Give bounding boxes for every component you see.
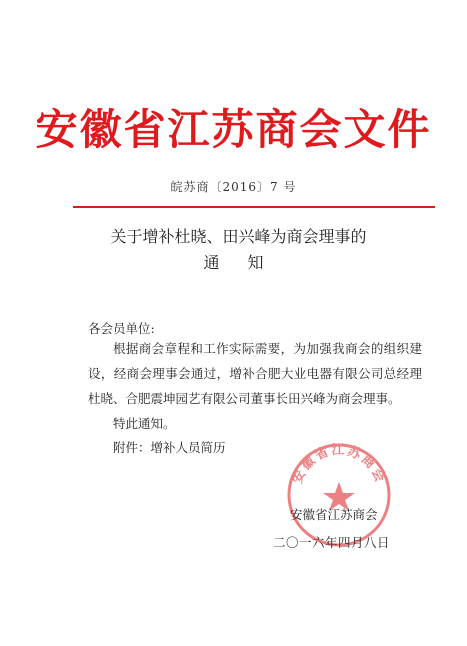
- closing-line: 特此通知。: [113, 416, 176, 431]
- body-paragraph: 根据商会章程和工作实际需要，为加强我商会的组织建设，经商会理事会通过，增补合肥大业电器有限公司总经理杜晓、合肥震坤园艺有限公司董事长田兴峰为商会理事。: [88, 341, 422, 406]
- seal-text: 安徽省江苏商会: [290, 443, 388, 487]
- document-number: 皖苏商〔2016〕7 号: [170, 180, 297, 194]
- signature-organization: 安徽省江苏商会: [290, 507, 378, 522]
- notice-title-line1: 关于增补杜晓、田兴峰为商会理事的: [110, 227, 367, 246]
- notice-title-line2: 通知: [203, 253, 292, 272]
- attachment-line: 附件：增补人员简历: [113, 440, 226, 455]
- notice-title: [0, 225, 467, 275]
- document-header-title: 安徽省江苏商会文件: [35, 105, 432, 154]
- svg-text:安徽省江苏商会: [289, 443, 388, 486]
- body-text: [88, 336, 422, 436]
- salutation: 各会员单位:: [88, 321, 155, 336]
- issue-date: 二〇一六年四月八日: [273, 535, 391, 550]
- header-divider: [73, 206, 435, 208]
